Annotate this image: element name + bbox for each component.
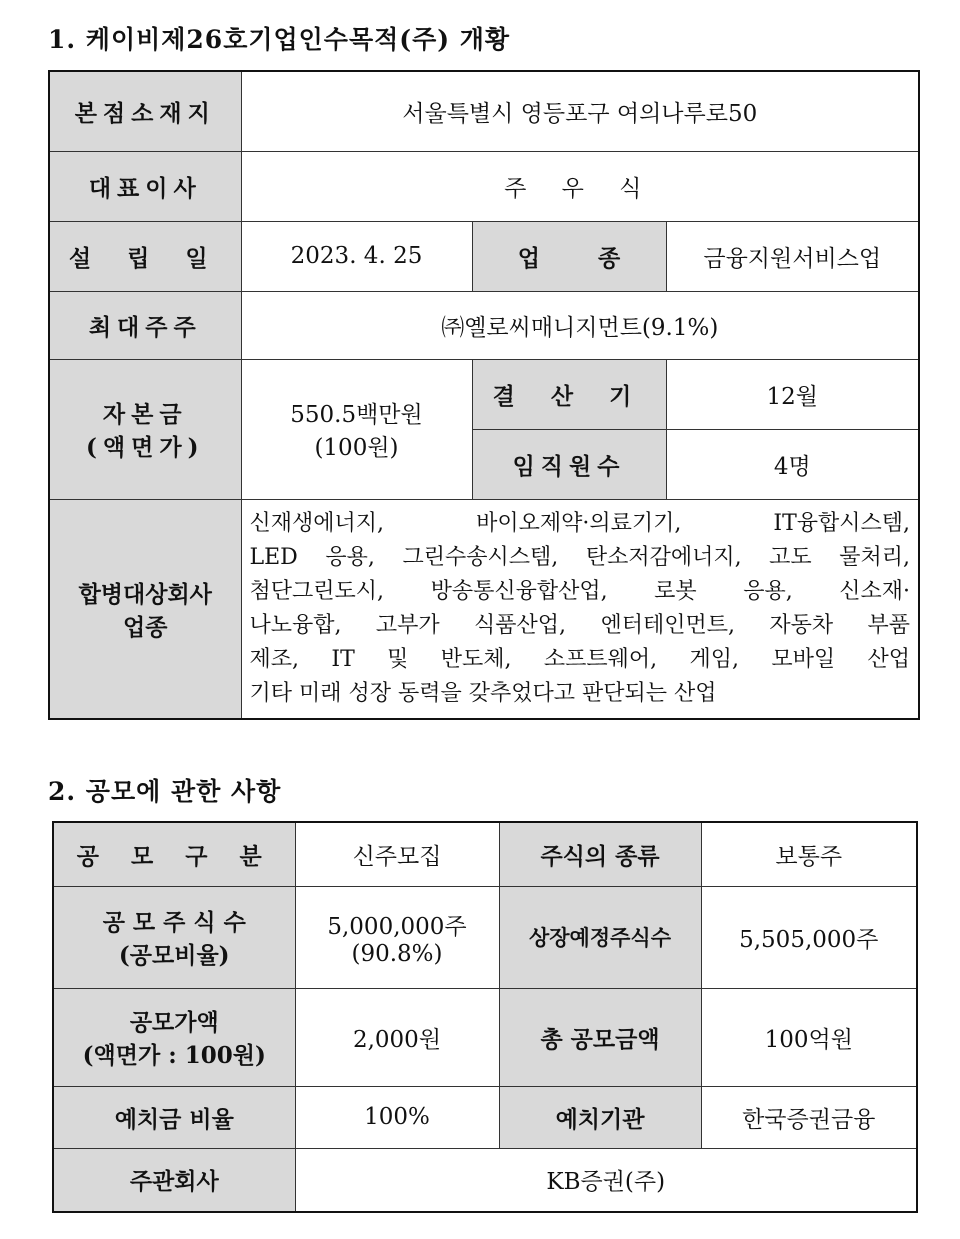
- offering-shares-value: [295, 886, 499, 988]
- offering-type-label: 공 모 구 분: [53, 822, 295, 886]
- deposit-ratio-label: 예치금 비율: [53, 1086, 295, 1148]
- section2-heading: 2. 공모에 관한 사항: [48, 777, 282, 806]
- capital-value: [241, 359, 472, 499]
- ceo-value: 주 우 식: [241, 151, 919, 221]
- industry-value: 금융지원서비스업: [666, 221, 919, 291]
- merger-line: 나노융합, 고부가 식품산업, 엔터테인먼트, 자동차 부품: [249, 612, 911, 638]
- listing-shares-label: 상장예정주식수: [499, 886, 701, 988]
- underwriter-value: KB증권(주): [295, 1148, 917, 1212]
- capital-value-line1: 550.5백만원: [290, 402, 423, 428]
- head-office-value: 서울특별시 영등포구 여의나루로50: [241, 71, 919, 151]
- merger-line: 첨단그린도시, 방송통신융합산업, 로봇 응용, 신소재·: [249, 578, 911, 604]
- stock-type-value: 보통주: [701, 822, 917, 886]
- merger-line: 제조, IT 및 반도체, 소프트웨어, 게임, 모바일 산업: [249, 646, 911, 672]
- offer-price-label-line1: 공모가액: [129, 1009, 219, 1036]
- capital-label-line2: (액면가): [86, 434, 205, 461]
- largest-shareholder-value: ㈜옐로씨매니지먼트(9.1%): [241, 291, 919, 359]
- offer-price-label-line2: (액면가 : 100원): [82, 1042, 266, 1069]
- offering-table: [52, 821, 918, 1213]
- stock-type-label: 주식의 종류: [499, 822, 701, 886]
- offering-shares-label-line2: (공모비율): [118, 942, 230, 969]
- capital-label: [49, 359, 241, 499]
- merger-line: 신재생에너지, 바이오제약·의료기기, IT융합시스템,: [249, 510, 911, 536]
- deposit-institution-label: 예치기관: [499, 1086, 701, 1148]
- offering-shares-label-line1: 공 모 주 식 수: [102, 909, 246, 936]
- merger-label-line1: 합병대상회사: [78, 580, 212, 608]
- offer-price-label: [53, 988, 295, 1086]
- fiscal-month-value: 12월: [666, 359, 919, 429]
- merger-industries: [241, 499, 919, 719]
- established-value: 2023. 4. 25: [241, 221, 472, 291]
- underwriter-label: 주관회사: [53, 1148, 295, 1212]
- total-amount-value: 100억원: [701, 988, 917, 1086]
- offering-type-value: 신주모집: [295, 822, 499, 886]
- section1-heading: 1. 케이비제26호기업인수목적(주) 개황: [48, 25, 511, 54]
- employees-label: 임직원수: [472, 429, 666, 499]
- offering-shares-value-line2: (90.8%): [351, 940, 443, 967]
- employees-value: 4명: [666, 429, 919, 499]
- merger-target-label: [49, 499, 241, 719]
- fiscal-month-label: 결 산 기: [472, 359, 666, 429]
- deposit-institution-value: 한국증권금융: [701, 1086, 917, 1148]
- offering-shares-label: [53, 886, 295, 988]
- merger-line: LED 응용, 그린수송시스템, 탄소저감에너지, 고도 물처리,: [249, 544, 911, 570]
- capital-label-line1: 자본금: [102, 401, 188, 428]
- company-overview-table: [48, 70, 920, 720]
- listing-shares-value: 5,505,000주: [701, 886, 917, 988]
- offering-shares-value-line1: 5,000,000주: [327, 913, 467, 940]
- ceo-label: 대표이사: [49, 151, 241, 221]
- head-office-label: 본점소재지: [49, 71, 241, 151]
- deposit-ratio-value: 100%: [295, 1086, 499, 1148]
- merger-label-line2: 업종: [123, 613, 168, 641]
- largest-shareholder-label: 최대주주: [49, 291, 241, 359]
- established-label: 설 립 일: [49, 221, 241, 291]
- merger-line: 기타 미래 성장 동력을 갖추었다고 판단되는 산업: [249, 680, 717, 706]
- total-amount-label: 총 공모금액: [499, 988, 701, 1086]
- offer-price-value: 2,000원: [295, 988, 499, 1086]
- capital-value-line2: (100원): [314, 435, 399, 461]
- industry-label: 업 종: [472, 221, 666, 291]
